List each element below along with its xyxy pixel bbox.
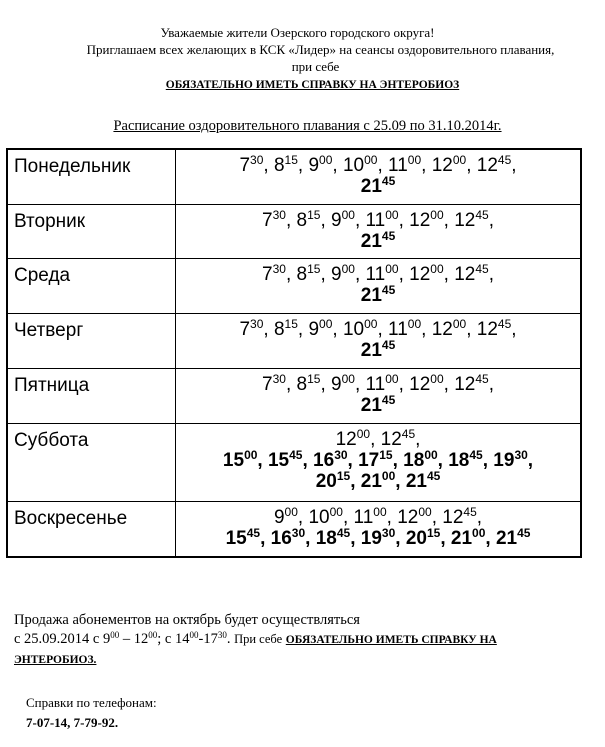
times-line: $7^{30}$, $8^{15}$, $9^{00}$, $10^{00}$, $11^{00}$, $12^{00}$, $12^{45}$, — [239, 153, 517, 176]
session-time: $7^{30}$ — [262, 207, 286, 231]
session-time: $8^{15}$ — [296, 262, 321, 286]
schedule-row — [7, 314, 581, 369]
session-time: $18^{45}$ — [448, 447, 483, 471]
day-name: Понедельник — [7, 149, 176, 204]
subscription-sales — [14, 611, 604, 670]
session-time: $8^{15}$ — [273, 317, 298, 341]
session-time: $7^{30}$ — [262, 262, 286, 286]
session-time: $11^{00}$ — [353, 505, 387, 529]
day-name: Пятница — [7, 368, 176, 423]
session-time: $8^{15}$ — [296, 371, 321, 395]
contacts — [26, 693, 157, 733]
sales-text: Продажа абонементов на октябрь будет осуществляться — [14, 612, 360, 628]
session-time: $7^{30}$ — [262, 371, 286, 395]
session-time: $21^{45}$ — [495, 526, 531, 550]
schedule-row — [7, 368, 581, 423]
times-line — [176, 392, 580, 416]
session-time: $21^{45}$ — [360, 338, 396, 362]
schedule-row — [7, 259, 581, 314]
session-time: $10^{00}$ — [342, 317, 378, 341]
session-time: $12^{00}$ — [409, 207, 444, 231]
session-time: $16^{30}$ — [270, 526, 306, 550]
session-time: $21^{45}$ — [360, 283, 396, 307]
session-time: $21^{45}$ — [360, 174, 396, 197]
phone-numbers: 7-07-14, 7-79-92. — [26, 715, 119, 730]
session-time: $20^{15}$ — [405, 526, 441, 550]
day-name: Вторник — [7, 204, 176, 259]
session-times — [176, 259, 582, 314]
times-line — [176, 176, 580, 197]
session-time: $8^{15}$ — [296, 207, 321, 231]
session-time: $18^{45}$ — [315, 526, 351, 550]
session-time: $12^{45}$ — [454, 371, 489, 395]
session-time: $9^{00}$ — [331, 262, 355, 286]
session-time: $21^{00}$ — [450, 526, 486, 550]
session-time: $21^{45}$ — [360, 392, 396, 416]
session-time: $12^{45}$ — [476, 153, 512, 176]
invitation-continued: при себе — [291, 59, 340, 74]
times-line — [176, 285, 580, 306]
session-time: $21^{45}$ — [360, 228, 396, 252]
certificate-requirement: ОБЯЗАТЕЛЬНО ИМЕТЬ СПРАВКУ НА ЭНТЕРОБИОЗ — [165, 79, 460, 91]
session-time: $9^{00}$ — [331, 207, 355, 231]
session-time: $15^{45}$ — [267, 447, 303, 471]
session-time: $10^{00}$ — [342, 153, 378, 176]
session-time: $20^{15}$ — [315, 468, 351, 492]
session-time: $10^{00}$ — [308, 505, 343, 529]
times-line — [176, 228, 580, 252]
session-times — [176, 502, 582, 557]
schedule-row — [7, 149, 581, 204]
session-time: $9^{00}$ — [273, 505, 298, 529]
session-time: $12^{00}$ — [431, 153, 467, 176]
day-name: Воскресенье — [7, 502, 176, 557]
session-time: $15^{45}$ — [225, 526, 261, 550]
times-line — [176, 340, 580, 361]
sales-hours: с 25.09.2014 с $9^{00} - 12^{00}$; с $14^{00}-17^{30}$. При себе ОБЯЗАТЕЛЬНО ИМЕТЬ СПРАВКУ НА — [14, 630, 497, 647]
session-time: $11^{00}$ — [365, 371, 399, 395]
announcement — [0, 24, 605, 94]
session-time: $11^{00}$ — [365, 207, 399, 231]
day-name: Суббота — [7, 423, 176, 502]
times-line: $12^{00}$, $12^{45}$, — [335, 426, 421, 450]
session-time: $11^{00}$ — [388, 317, 422, 341]
times-line: $7^{30}$, $8^{15}$, $9^{00}$, $11^{00}$, $12^{00}$, $12^{45}$, — [262, 371, 494, 395]
session-time: $7^{30}$ — [239, 317, 264, 341]
greeting: Уважаемые жители Озерского городского округа! — [160, 25, 435, 40]
session-times — [176, 314, 582, 369]
times-line: $7^{30}$, $8^{15}$, $9^{00}$, $11^{00}$, $12^{00}$, $12^{45}$, — [262, 262, 494, 286]
session-time: $19^{30}$ — [360, 526, 396, 550]
session-time: $12^{00}$ — [397, 505, 432, 529]
sales-requirement: ОБЯЗАТЕЛЬНО ИМЕТЬ СПРАВКУ НА — [285, 634, 497, 646]
session-time: $8^{15}$ — [273, 153, 298, 176]
session-time: $9^{00}$ — [308, 317, 333, 341]
session-time: $19^{30}$ — [493, 447, 528, 471]
times-line: $20^{15}$, $21^{00}$, $21^{45}$ — [315, 468, 441, 492]
session-time: $12^{45}$ — [454, 207, 489, 231]
schedule-row — [7, 502, 581, 557]
session-time: $15^{00}$ — [222, 447, 258, 471]
schedule-table — [6, 148, 582, 558]
sales-requirement-end: ЭНТЕРОБИОЗ. — [14, 654, 97, 666]
times-line: $7^{30}$, $8^{15}$, $9^{00}$, $11^{00}$, $12^{00}$, $12^{45}$, — [262, 207, 494, 231]
session-time: $7^{30}$ — [239, 153, 264, 176]
times-line: $15^{45}$, $16^{30}$, $18^{45}$, $19^{30}$, $20^{15}$, $21^{00}$, $21^{45}$ — [225, 526, 531, 550]
times-line: $15^{00}$, $15^{45}$, $16^{30}$, $17^{15}$, $18^{00}$, $18^{45}$, $19^{30}$, — [222, 447, 534, 471]
times-line: $7^{30}$, $8^{15}$, $9^{00}$, $10^{00}$, $11^{00}$, $12^{00}$, $12^{45}$, — [239, 317, 517, 341]
invitation: Приглашаем всех желающих в КСК «Лидер» на сеансы оздоровительного плавания, — [86, 42, 555, 57]
schedule-row — [7, 423, 581, 502]
schedule-title: Расписание оздоровительного плавания с 25.09 по 31.10.2014г. — [113, 118, 502, 134]
session-time: $9^{00}$ — [331, 371, 355, 395]
times-line: $9^{00}$, $10^{00}$, $11^{00}$, $12^{00}$, $12^{45}$, — [273, 505, 483, 529]
session-time: $9^{00}$ — [308, 153, 333, 176]
session-time: $16^{30}$ — [313, 447, 348, 471]
session-time: $12^{45}$ — [442, 505, 477, 529]
day-name: Четверг — [7, 314, 176, 369]
session-time: $12^{00}$ — [409, 371, 444, 395]
session-times — [176, 204, 582, 259]
session-time: $12^{00}$ — [335, 426, 371, 450]
session-time: $12^{45}$ — [380, 426, 416, 450]
session-times — [176, 368, 582, 423]
session-time: $18^{00}$ — [403, 447, 438, 471]
session-time: $21^{00}$ — [360, 468, 396, 492]
session-time: $11^{00}$ — [388, 153, 422, 176]
session-times — [176, 149, 582, 204]
session-time: $12^{00}$ — [409, 262, 444, 286]
session-times — [176, 423, 582, 502]
session-time: $12^{45}$ — [476, 317, 512, 341]
session-time: $12^{00}$ — [431, 317, 467, 341]
contacts-label: Справки по телефонам: — [26, 695, 157, 710]
session-time: $17^{15}$ — [358, 447, 393, 471]
day-name: Среда — [7, 259, 176, 314]
session-time: $12^{45}$ — [454, 262, 489, 286]
schedule-row — [7, 204, 581, 259]
session-time: $11^{00}$ — [365, 262, 399, 286]
session-time: $21^{45}$ — [405, 468, 441, 492]
